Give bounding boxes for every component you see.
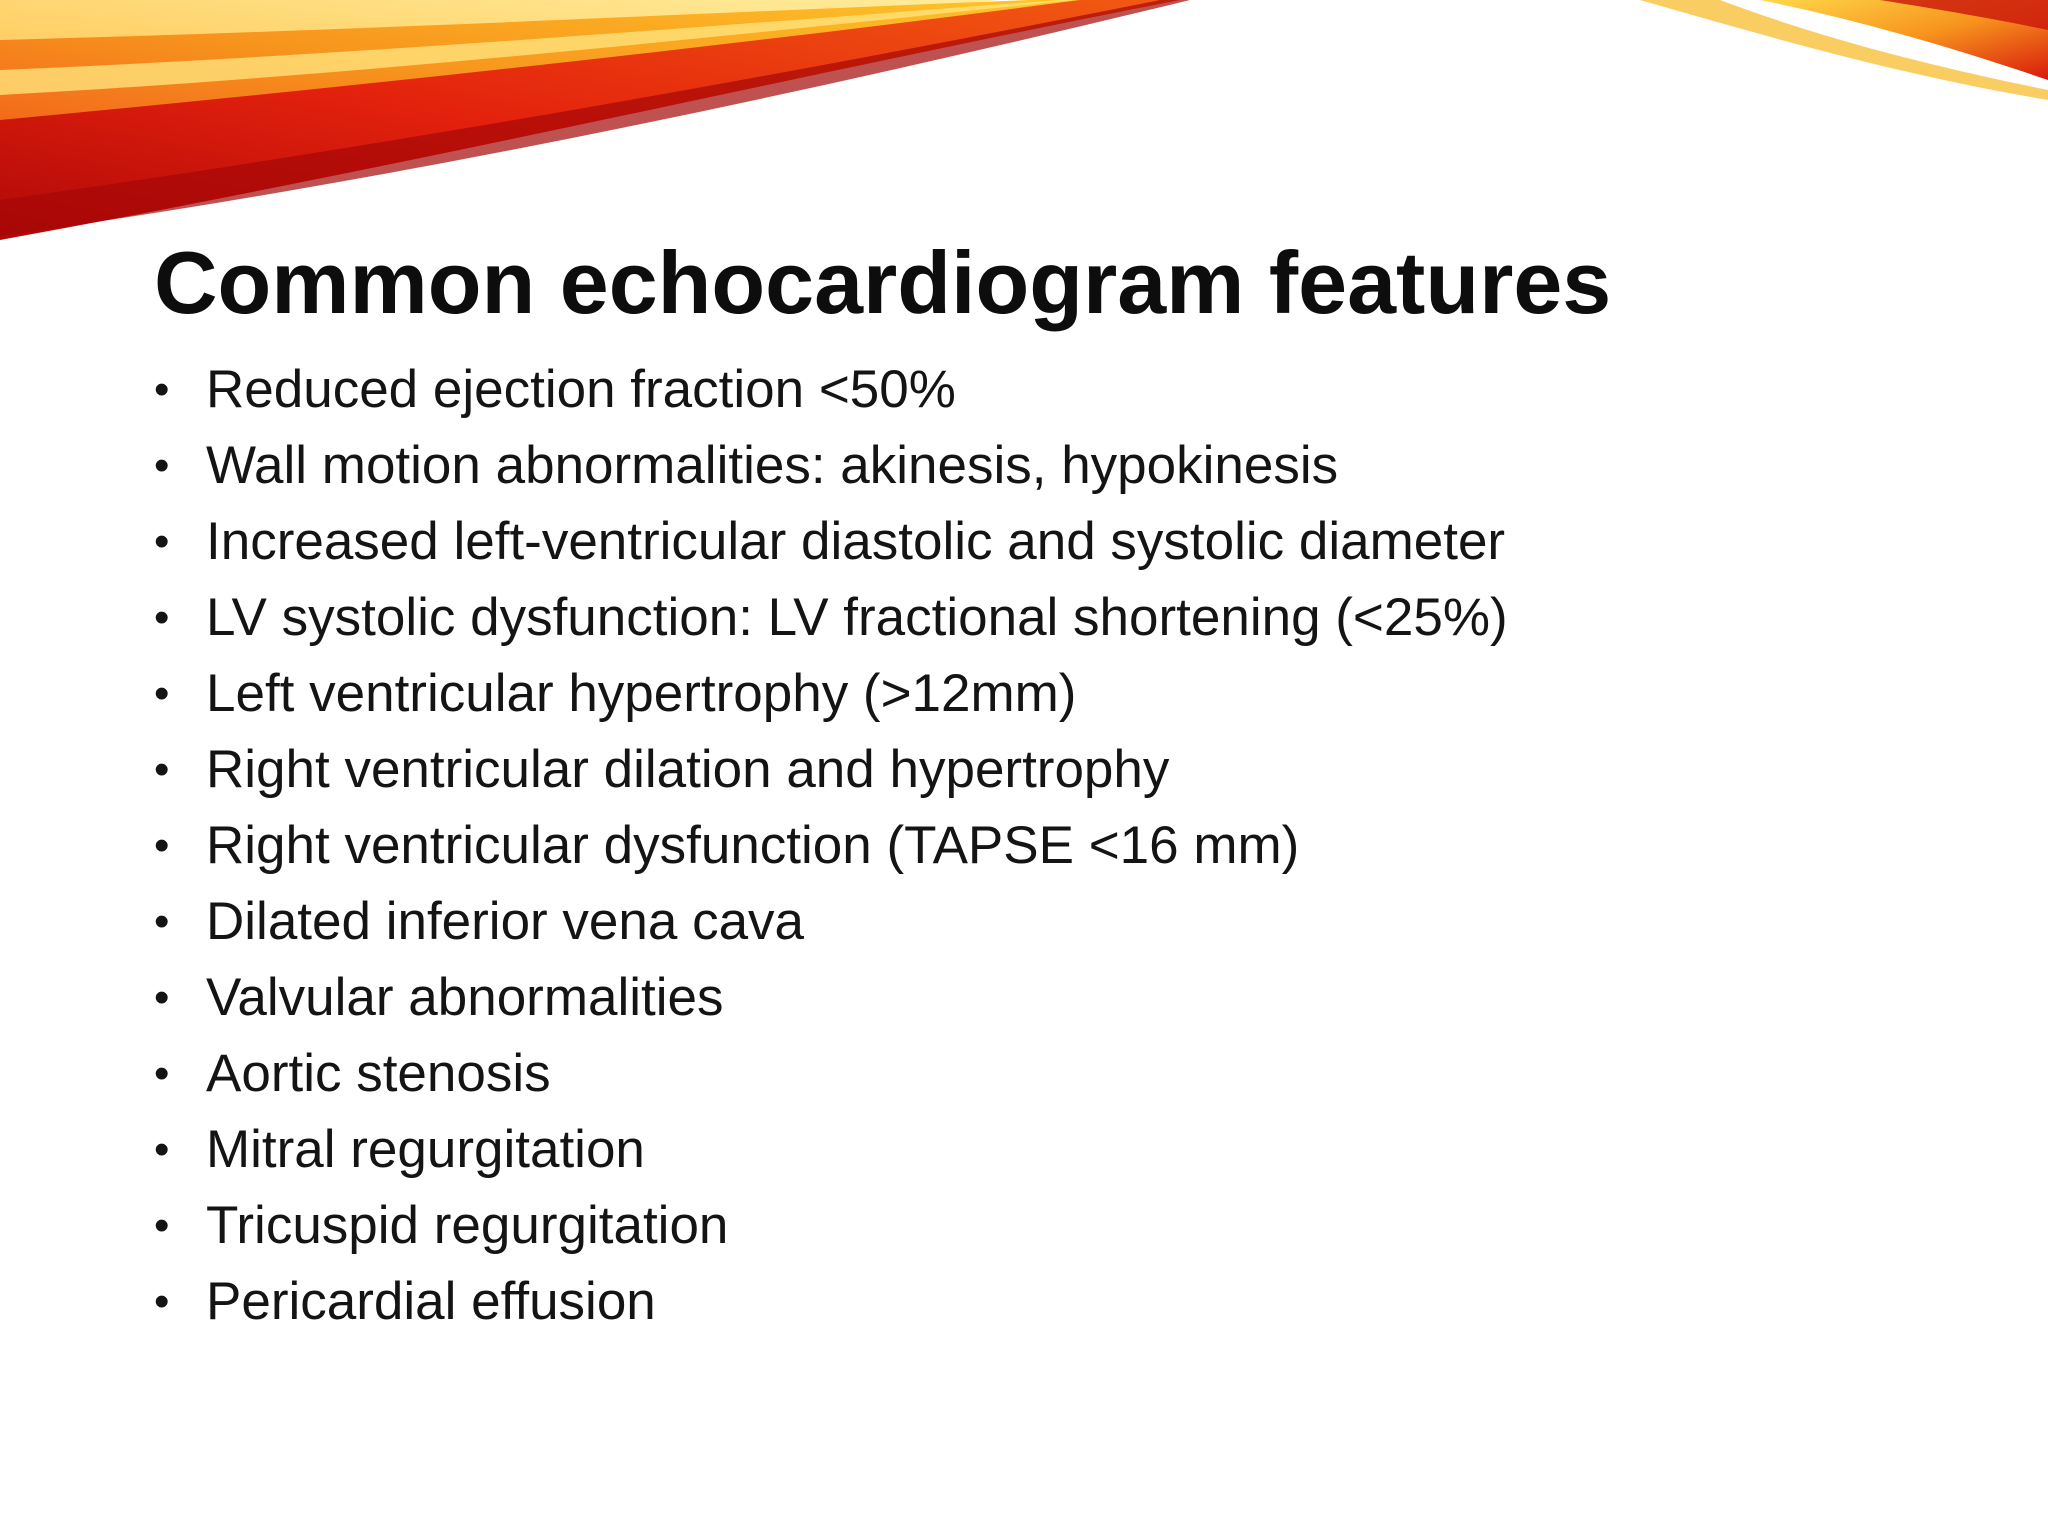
list-item-text: Dilated inferior vena cava bbox=[206, 892, 805, 951]
list-item-text: Left ventricular hypertrophy (>12mm) bbox=[206, 664, 1077, 723]
list-item bbox=[154, 1036, 1508, 1112]
bullet-icon: • bbox=[154, 517, 170, 566]
bullet-icon: • bbox=[154, 1201, 170, 1250]
list-item bbox=[154, 1264, 1508, 1340]
list-item-text: Valvular abnormalities bbox=[206, 968, 724, 1027]
list-item bbox=[154, 732, 1508, 808]
bullet-icon: • bbox=[154, 973, 170, 1022]
list-item-text: Tricuspid regurgitation bbox=[206, 1196, 729, 1255]
list-item-text: LV systolic dysfunction: LV fractional shortening (<25%) bbox=[206, 588, 1508, 647]
list-item-text: Increased left-ventricular diastolic and systolic diameter bbox=[206, 512, 1506, 571]
list-item bbox=[154, 808, 1508, 884]
list-item bbox=[154, 960, 1508, 1036]
list-item-text: Right ventricular dilation and hypertrophy bbox=[206, 740, 1170, 799]
list-item bbox=[154, 352, 1508, 428]
list-item bbox=[154, 1188, 1508, 1264]
bullet-icon: • bbox=[154, 365, 170, 414]
bullet-icon: • bbox=[154, 1049, 170, 1098]
bullet-icon: • bbox=[154, 1277, 170, 1326]
list-item-text: Reduced ejection fraction <50% bbox=[206, 360, 956, 419]
bullet-icon: • bbox=[154, 593, 170, 642]
list-item-text: Pericardial effusion bbox=[206, 1272, 656, 1331]
list-item bbox=[154, 504, 1508, 580]
bullet-icon: • bbox=[154, 1125, 170, 1174]
list-item-text: Aortic stenosis bbox=[206, 1044, 551, 1103]
list-item-text: Right ventricular dysfunction (TAPSE <16 mm) bbox=[206, 816, 1300, 875]
list-item bbox=[154, 428, 1508, 504]
bullet-list bbox=[154, 352, 1508, 1340]
list-item-text: Wall motion abnormalities: akinesis, hypokinesis bbox=[206, 436, 1339, 495]
bullet-icon: • bbox=[154, 897, 170, 946]
list-item-text: Mitral regurgitation bbox=[206, 1120, 645, 1179]
bullet-icon: • bbox=[154, 745, 170, 794]
bullet-icon: • bbox=[154, 441, 170, 490]
bullet-icon: • bbox=[154, 669, 170, 718]
slide-title: Common echocardiogram features bbox=[154, 233, 1612, 332]
list-item bbox=[154, 1112, 1508, 1188]
list-item bbox=[154, 656, 1508, 732]
list-item bbox=[154, 580, 1508, 656]
bullet-icon: • bbox=[154, 821, 170, 870]
list-item bbox=[154, 884, 1508, 960]
